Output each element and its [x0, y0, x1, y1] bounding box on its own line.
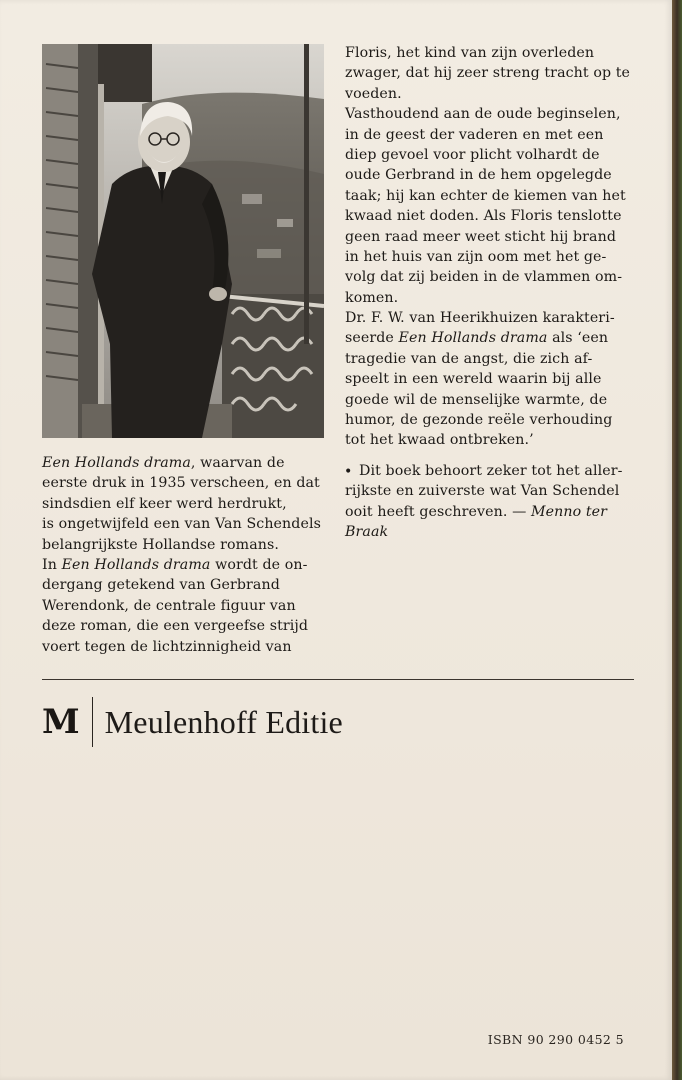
body-text: speelt in een wereld waarin bij alle [345, 371, 602, 388]
publisher-logo: M [42, 702, 80, 742]
brand-separator [92, 697, 93, 747]
text-line [42, 616, 332, 636]
italic-title-text: Een Hollands drama [61, 556, 211, 573]
text-line [42, 596, 332, 616]
body-text: sindsdien elf keer werd herdrukt, [42, 495, 287, 512]
publisher-name: Meulenhoff Editie [104, 704, 343, 740]
text-line [42, 555, 332, 575]
body-text: kwaad niet doden. Als Floris tenslotte [345, 208, 622, 225]
intro-text-column [42, 453, 332, 657]
text-line [42, 473, 332, 493]
body-text: wordt de on- [210, 556, 308, 573]
text-line [345, 125, 645, 145]
body-text: is ongetwijfeld een van Van Schendels [42, 516, 321, 533]
body-text: in de geest der vaderen en met een [345, 126, 604, 143]
italic-title-text: Braak [345, 523, 389, 540]
body-text: tragedie van de angst, die zich af- [345, 350, 593, 367]
body-text: rijkste en zuiverste wat Van Schendel [345, 483, 620, 500]
text-line [345, 502, 645, 522]
text-line [345, 369, 645, 389]
synopsis-text-column [345, 43, 645, 542]
body-text: , waarvan de [190, 455, 285, 471]
body-text: diep gevoel voor plicht volhardt de [345, 146, 600, 163]
body-text: komen. [345, 289, 399, 306]
body-text: geen raad meer weet sticht hij brand [345, 228, 617, 245]
text-line [345, 390, 645, 410]
body-text: oude Gerbrand in de hem opgelegde [345, 167, 612, 184]
paragraph-gap [345, 451, 645, 461]
text-line [359, 461, 645, 481]
text-line [345, 206, 645, 226]
body-text: Vasthoudend aan de oude beginselen, [345, 106, 621, 123]
body-text: belangrijkste Hollandse romans. [42, 536, 280, 553]
body-text: goede wil de menselijke warmte, de [345, 391, 608, 408]
author-portrait-photo-icon [42, 44, 324, 438]
body-text: in het huis van zijn oom met het ge- [345, 248, 607, 265]
text-line [42, 494, 332, 514]
text-line [345, 165, 645, 185]
italic-title-text: Menno ter [531, 503, 608, 520]
body-text: Werendonk, de centrale figuur van [42, 597, 296, 614]
book-edge [672, 0, 682, 1080]
text-line [345, 145, 645, 165]
text-line [345, 63, 645, 83]
text-line [345, 186, 645, 206]
text-line [345, 267, 645, 287]
text-line [345, 288, 645, 308]
text-line [345, 481, 645, 501]
body-text: zwager, dat hij zeer streng tracht op te [345, 65, 631, 82]
bullet-icon: • [344, 463, 353, 480]
italic-title-text: Een Hollands drama [398, 330, 548, 347]
body-text: als ‘een [547, 330, 609, 347]
body-text: ooit heeft geschreven. — [345, 503, 532, 520]
text-line [42, 535, 332, 555]
text-line [345, 522, 645, 542]
text-line [345, 308, 645, 328]
text-line [42, 453, 332, 473]
review-quote [345, 461, 645, 543]
body-text: Dit boek behoort zeker tot het aller- [359, 462, 623, 479]
italic-title-text: Een Hollands drama [42, 455, 191, 471]
body-text: In [42, 556, 62, 573]
text-line [345, 349, 645, 369]
body-text: humor, de gezonde reële verhouding [345, 412, 613, 429]
text-line [345, 227, 645, 247]
body-text: Floris, het kind van zijn overleden [345, 45, 595, 61]
body-text: volg dat zij beiden in de vlammen om- [345, 269, 623, 286]
text-line [42, 637, 332, 657]
text-line [345, 247, 645, 267]
body-text: Dr. F. W. van Heerikhuizen karakteri- [345, 310, 615, 327]
text-line [345, 328, 645, 348]
body-text: eerste druk in 1935 verscheen, en dat [42, 475, 320, 492]
text-line [345, 43, 645, 63]
review-quote-text [345, 461, 645, 543]
text-line [345, 430, 645, 450]
body-text: seerde [345, 330, 399, 347]
divider-line [42, 679, 634, 680]
text-line [345, 410, 645, 430]
text-line [42, 514, 332, 534]
publisher-brand [42, 696, 343, 748]
body-text: deze roman, die een vergeefse strijd [42, 618, 309, 635]
body-text: tot het kwaad ontbreken.’ [345, 432, 534, 449]
isbn-number: ISBN 90 290 0452 5 [487, 1032, 624, 1047]
text-line [345, 104, 645, 124]
text-line [42, 575, 332, 595]
body-text: taak; hij kan echter de kiemen van het [345, 187, 626, 204]
body-text: voert tegen de lichtzinnigheid van [42, 638, 292, 655]
body-text: dergang getekend van Gerbrand [42, 577, 280, 594]
text-line [345, 84, 645, 104]
body-text: voeden. [345, 85, 402, 102]
